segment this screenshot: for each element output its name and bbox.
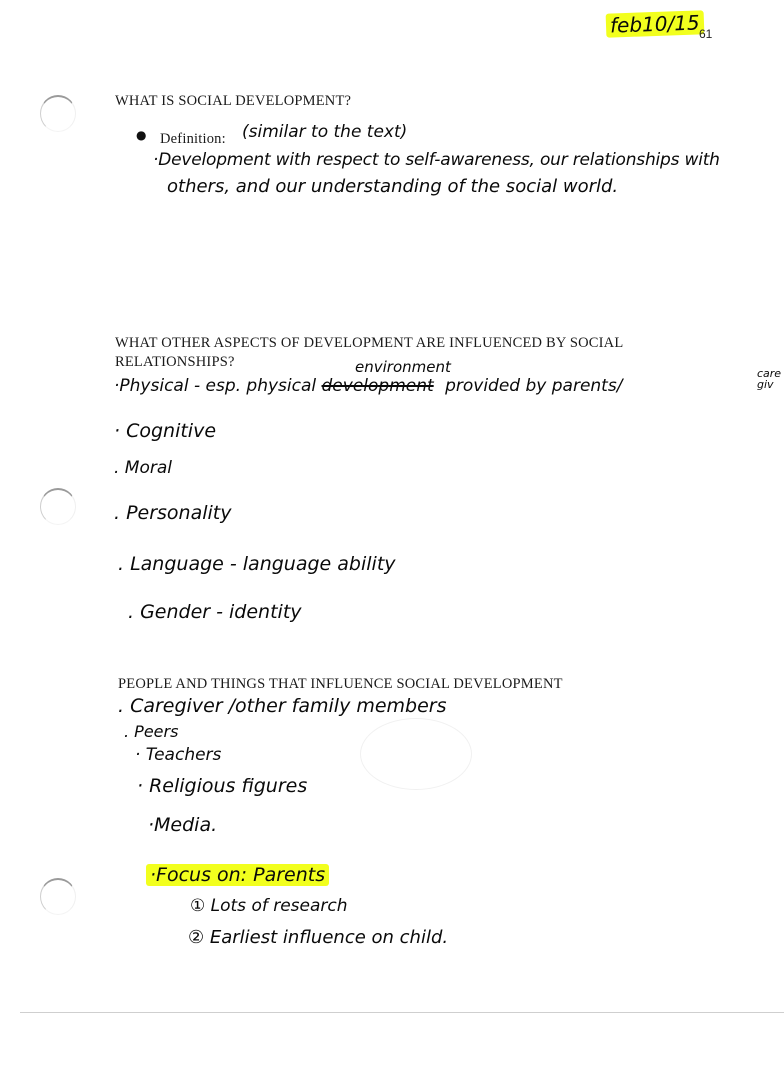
aspect-physical	[114, 376, 622, 396]
aspect-gender: . Gender - identity	[128, 601, 302, 623]
aspect-cognitive: · Cognitive	[114, 420, 217, 442]
page-number: 61	[699, 27, 713, 41]
reason-research: ① Lots of research	[190, 896, 348, 916]
definition-line-2: others, and our understanding of the social world.	[167, 176, 619, 197]
physical-struck-word: development	[321, 376, 434, 396]
section-heading-other-aspects-line1: WHAT OTHER ASPECTS OF DEVELOPMENT ARE INFLUENCED BY SOCIAL	[115, 335, 624, 351]
physical-margin-note: care giv	[757, 367, 782, 391]
physical-suffix: provided by parents/	[445, 376, 623, 396]
influence-religious: · Religious figures	[137, 775, 308, 797]
section-heading-other-aspects-line2: RELATIONSHIPS?	[115, 354, 235, 370]
hole-punch-top	[40, 95, 76, 132]
date-highlight: feb10/15	[606, 10, 704, 37]
definition-label: Definition:	[160, 131, 226, 147]
influence-teachers: · Teachers	[135, 745, 222, 765]
reason-earliest-influence: ② Earliest influence on child.	[188, 927, 449, 948]
section-heading-influences: PEOPLE AND THINGS THAT INFLUENCE SOCIAL DEVELOPMENT	[118, 676, 563, 692]
influence-media: ·Media.	[148, 814, 218, 836]
influence-peers: . Peers	[124, 722, 179, 741]
influence-caregiver: . Caregiver /other family members	[118, 695, 447, 717]
section-heading-social-development: WHAT IS SOCIAL DEVELOPMENT?	[115, 93, 352, 109]
hole-punch-bottom	[40, 878, 76, 915]
definition-bullet: ●	[136, 128, 147, 142]
aspect-language: . Language - language ability	[118, 553, 396, 575]
physical-prefix: ·Physical - esp. physical	[114, 376, 317, 396]
definition-line-1: ·Development with respect to self-awareness, our relationships with	[153, 150, 720, 170]
definition-note: (similar to the text)	[242, 122, 408, 142]
focus-parents-highlight: ·Focus on: Parents	[146, 864, 329, 886]
hole-punch-middle	[40, 488, 76, 525]
aspect-personality: . Personality	[114, 502, 232, 524]
aspect-moral: . Moral	[114, 458, 173, 478]
bleed-through-circle	[360, 718, 472, 790]
physical-insertion: environment	[355, 358, 451, 376]
page-bottom-rule	[20, 1012, 784, 1013]
